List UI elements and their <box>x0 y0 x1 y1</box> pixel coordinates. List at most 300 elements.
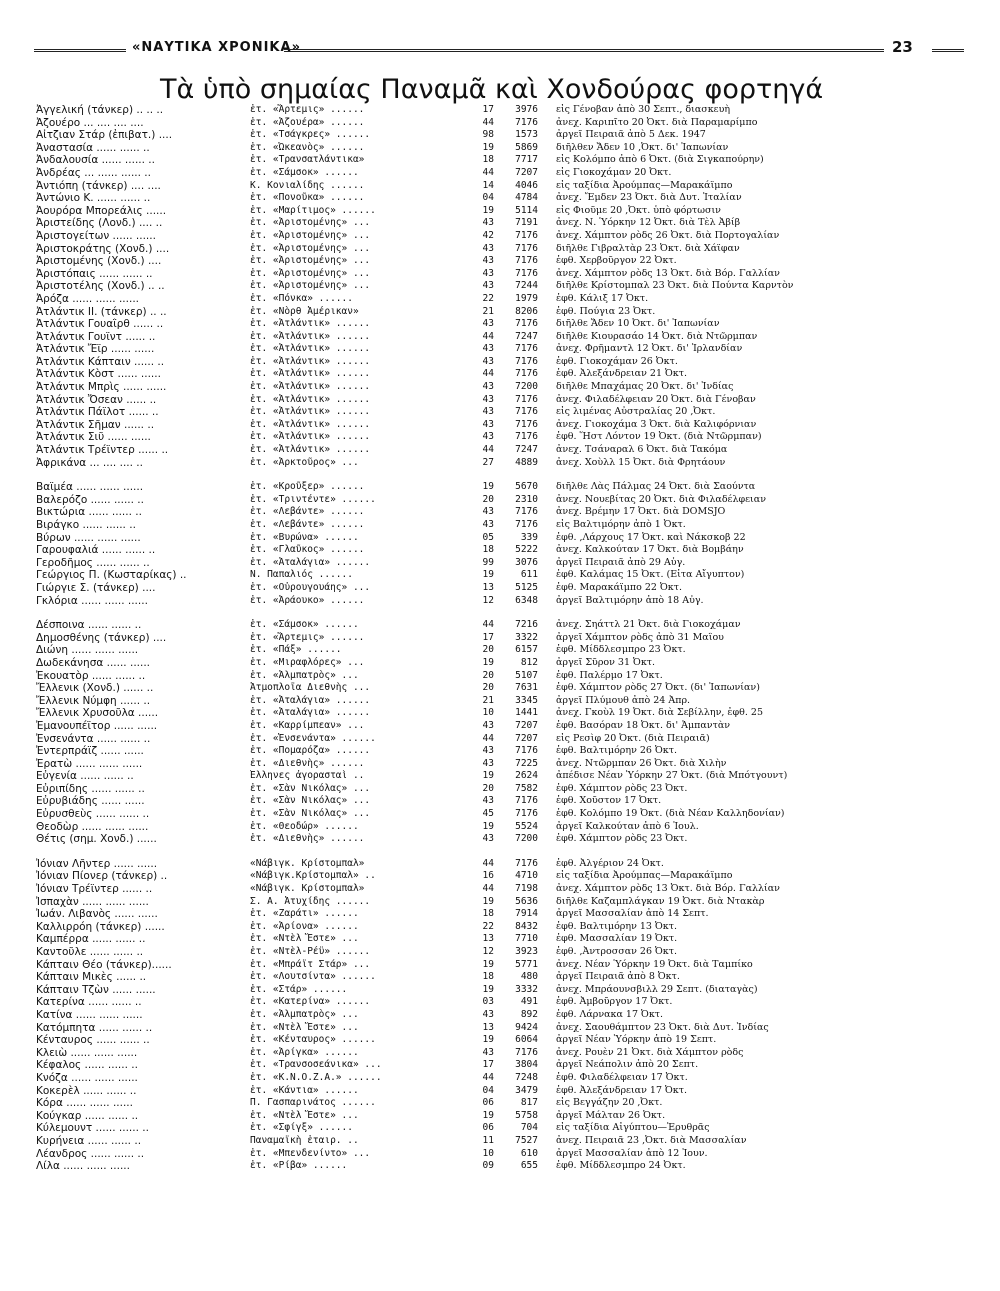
tonnage: 7191 <box>515 217 538 229</box>
voyage-status: ἐφθ. Λάρνακα 17 Ὀκτ. <box>556 1008 664 1020</box>
build-year: 19 <box>482 770 494 782</box>
voyage-status: ἀργεῖ Βαλτιμόρην ἀπὸ 18 Αὐγ. <box>556 594 704 606</box>
owner-company: ἑτ. «Ἀτλάντικ» ...... <box>250 318 371 330</box>
owner-company: ἑτ. «Ἀτλάντικ» ...... <box>250 330 371 342</box>
owner-company: ἑτ. «Ντὲλ Ἔστε» ... <box>250 1109 359 1121</box>
tonnage: 3345 <box>515 694 538 706</box>
ship-name: Θεοδὼρ ...... ...... ...... <box>36 820 149 833</box>
ship-name: Ἀναστασία ...... ...... .. <box>36 141 150 154</box>
header-rule-right <box>932 49 964 52</box>
owner-company: ἑτ. «Οὐρουγουάης» ... <box>250 581 371 593</box>
ship-name: Κλειὼ ...... ...... ...... <box>36 1046 138 1059</box>
ship-name: Γιώργιε Σ. (τάνκερ) .... <box>36 581 156 594</box>
voyage-status: ἀνεχ. Καλκούταν 17 Ὀκτ. διὰ Βομβάην <box>556 544 744 556</box>
table-row <box>36 1059 966 1072</box>
table-row <box>36 154 966 167</box>
table-row <box>36 808 966 821</box>
tonnage: 655 <box>520 1160 538 1172</box>
tonnage: 7914 <box>515 908 538 920</box>
voyage-status: διῆλθε Ἄδεν 10 Ὀκτ. δι' Ἰαπωνίαν <box>556 318 720 330</box>
owner-company: ἑτ. «Σὰν Νικόλας» ... <box>250 808 371 820</box>
tonnage: 7176 <box>515 519 538 530</box>
table-row <box>36 180 966 193</box>
voyage-status: ἐφθ. Ἀλεξάνδρειαν 17 Ὀκτ. <box>556 1084 688 1096</box>
owner-company: ἑτ. «Μπράϊτ Στάρ» ... <box>250 958 371 970</box>
build-year: 11 <box>482 1134 494 1146</box>
build-year: 98 <box>482 129 494 141</box>
ship-name: Εὐρυσθεὺς ...... ...... .. <box>36 808 150 821</box>
voyage-status: εἰς Γένοβαν ἀπὸ 30 Σεπτ., διασκευὴ <box>556 104 731 115</box>
owner-company: ἑτ. «Διεθνὴς» ...... <box>250 757 365 769</box>
build-year: 19 <box>482 1034 494 1046</box>
table-row <box>36 984 966 997</box>
table-row <box>36 883 966 896</box>
owner-company: ἑτ. «Τρανσατλάντικα» <box>250 154 365 166</box>
voyage-status: εἰς Ρεσὶφ 20 Ὀκτ. (διὰ Πειραιᾶ) <box>556 732 710 744</box>
table-row <box>36 506 966 519</box>
build-year: 19 <box>482 895 494 907</box>
voyage-status: ἀργεῖ Χάμπτον ρὸδς ἀπὸ 31 Μαΐου <box>556 631 724 643</box>
owner-company: ἑτ. «Πάξ» ...... <box>250 644 342 656</box>
tonnage: 4046 <box>515 179 538 191</box>
build-year: 22 <box>482 920 494 932</box>
tonnage: 7176 <box>515 506 538 518</box>
table-row <box>36 682 966 695</box>
voyage-status: ἀπέδισε Νέαν Ὑόρκην 27 Ὀκτ. (διὰ Μπότγουντ) <box>556 770 788 782</box>
owner-company: ἑτ. «Ντὲλ-Ρέϋ» ...... <box>250 946 371 957</box>
tonnage: 8432 <box>515 920 538 932</box>
ship-group <box>36 481 966 607</box>
owner-company: ἑτ. «Ἀτλάντικ» ...... <box>250 368 371 380</box>
owner-company: ἑτ. «Ἄρτεμις» ...... <box>250 631 365 643</box>
table-row <box>36 770 966 783</box>
ship-name: Ἔλλενικ Νύμφη ...... .. <box>36 694 151 707</box>
build-year: 19 <box>482 820 494 832</box>
build-year: 12 <box>482 594 494 606</box>
voyage-status: εἰς Φιοῦμε 20 ,Ὀκτ. ὑπὸ φόρτωσιν <box>556 204 721 216</box>
ship-name: Ἀτλάντικ Τρέϊντερ ...... .. <box>36 444 169 457</box>
ship-name: Γαρουφαλιά ...... ...... .. <box>36 544 156 557</box>
tonnage: 7582 <box>515 782 538 794</box>
owner-company: ἑτ. «Ἀράουκο» ...... <box>250 594 365 606</box>
table-row <box>36 343 966 356</box>
owner-company: ἑτ. «Ἀτλάντικ» ...... <box>250 393 371 405</box>
tonnage: 7176 <box>515 242 538 254</box>
build-year: 13 <box>482 581 494 593</box>
ship-name: Ἀουρόρα Μπορεάλις ...... <box>36 204 167 217</box>
tonnage: 5114 <box>515 204 538 216</box>
tonnage: 1979 <box>515 292 538 304</box>
ship-name: Ἀρόζα ...... ...... ...... <box>36 292 139 305</box>
build-year: 20 <box>482 682 494 694</box>
build-year: 10 <box>482 1147 494 1159</box>
ship-name: Δωδεκάνησα ...... ...... <box>36 656 151 669</box>
ship-name: Βύρων ...... ...... ...... <box>36 531 141 544</box>
tonnage: 5222 <box>515 544 538 556</box>
build-year: 19 <box>482 656 494 668</box>
build-year: 20 <box>482 493 494 505</box>
tonnage: 4784 <box>515 192 538 204</box>
owner-company: ἑτ. «Σὰν Νικόλας» ... <box>250 782 371 794</box>
tonnage: 7248 <box>515 1071 538 1083</box>
build-year: 06 <box>482 1097 494 1109</box>
tonnage: 7244 <box>515 280 538 292</box>
owner-company: ἑτ. «Ἀταλάγια» ...... <box>250 556 371 568</box>
owner-company: ἑτ. «Τριντέντε» ...... <box>250 493 376 505</box>
build-year: 17 <box>482 1059 494 1071</box>
voyage-status: ἀνεχ. Γιοκοχάμα 3 Ὀκτ. διὰ Καλιφόρνιαν <box>556 418 757 430</box>
ship-name: Ἀτλάντικ Γουαΐρθ ...... .. <box>36 318 164 331</box>
build-year: 20 <box>482 669 494 681</box>
ship-name: Διώνη ...... ...... ...... <box>36 644 139 657</box>
ship-name: Ἔλλενικ (Χονδ.) ...... .. <box>36 682 154 695</box>
table-row <box>36 394 966 407</box>
voyage-status: ἐφθ. Φιλαδέλφειαν 17 Ὀκτ. <box>556 1071 688 1083</box>
build-year: 43 <box>482 1046 494 1058</box>
owner-company: ἑτ. «Τσάγκρες» ...... <box>250 129 371 141</box>
tonnage: 1573 <box>515 129 538 141</box>
ship-name: Ἀτλάντικ Σῆμαν ...... .. <box>36 418 155 431</box>
table-row <box>36 431 966 444</box>
tonnage: 7176 <box>515 368 538 380</box>
table-row <box>36 243 966 256</box>
owner-company: ἑτ. «Κ.Ν.Ο.Ζ.Α.» ...... <box>250 1071 382 1083</box>
tonnage: 7207 <box>515 719 538 731</box>
voyage-status: ἐφθ. Μίδδλεσμπρο 24 Ὀκτ. <box>556 1160 686 1172</box>
build-year: 13 <box>482 1021 494 1033</box>
table-row <box>36 117 966 130</box>
header-rule-left <box>34 49 126 52</box>
owner-company: ἑτ. «Θεοδώρ» ...... <box>250 820 359 832</box>
tonnage: 817 <box>520 1097 538 1109</box>
build-year: 43 <box>482 1008 494 1020</box>
build-year: 19 <box>482 481 494 493</box>
owner-company: ἑτ. «Ντὲλ Ἔστε» ... <box>250 933 359 945</box>
owner-company: ἑτ. «Κροῦξερ» ...... <box>250 481 365 493</box>
table-row <box>36 356 966 369</box>
ship-group <box>36 858 966 1173</box>
tonnage: 5125 <box>515 581 538 593</box>
build-year: 10 <box>482 707 494 719</box>
voyage-status: ἀνεχ. Τσάναραλ 6 Ὀκτ. διὰ Τακόμα <box>556 444 728 456</box>
voyage-status: ἀνεχ. Γκοὺλ 19 Ὀκτ. διὰ Σεβίλλην, ἐφθ. 25 <box>556 707 763 719</box>
build-year: 43 <box>482 242 494 254</box>
ship-name: Βιράγκο ...... ...... .. <box>36 519 136 531</box>
running-header <box>34 40 964 60</box>
table-row <box>36 192 966 205</box>
ship-name: Ἐντερπράϊζ ...... ...... <box>36 745 144 758</box>
build-year: 44 <box>482 330 494 342</box>
owner-company: ἑτ. «Στάρ» ...... <box>250 983 348 995</box>
owner-company: Σ. Α. Ἀτυχίδης ...... <box>250 895 371 907</box>
ship-name: Ἀτλάντικ Κάπταιν ...... .. <box>36 355 165 368</box>
table-row <box>36 481 966 494</box>
voyage-status: εἰς ταξίδια Ἀρούμπας—Μαρακάϊμπο <box>556 870 733 882</box>
ship-name: Ἰωάν. Λιβανὸς ...... ...... <box>36 908 158 921</box>
table-row <box>36 306 966 319</box>
ship-name: Ἀριστείδης (Λονδ.) .... .. <box>36 217 163 230</box>
owner-company: ἑτ. «Ἄρτεμις» ...... <box>250 104 365 115</box>
build-year: 43 <box>482 757 494 769</box>
tonnage: 3479 <box>515 1084 538 1096</box>
owner-company: ἑτ. «Σὰν Νικόλας» ... <box>250 795 371 807</box>
tonnage: 6348 <box>515 594 538 606</box>
voyage-status: ἀργεῖ Μάλταν 26 Ὀκτ. <box>556 1109 666 1121</box>
ship-name: Κνόζα ...... ...... ...... <box>36 1071 138 1084</box>
voyage-status: ἀνεχ. Χάμπτον ρὸδς 26 Ὀκτ. διὰ Πορτογαλίαν <box>556 229 780 241</box>
build-year: 44 <box>482 1071 494 1083</box>
ship-name: Κατίνα ...... ...... ...... <box>36 1008 143 1021</box>
ship-name: Γεώργιος Π. (Κωσταρίκας) .. <box>36 569 187 582</box>
voyage-status: ἐφθ. Παλέρμο 17 Ὀκτ. <box>556 669 663 681</box>
tonnage: 7198 <box>515 883 538 895</box>
tonnage: 5758 <box>515 1109 538 1121</box>
tonnage: 2310 <box>515 493 538 505</box>
ship-name: Εὐρυβιάδης ...... ...... <box>36 795 145 808</box>
owner-company: ἑτ. «Λεβάντε» ...... <box>250 519 365 530</box>
table-row <box>36 557 966 570</box>
voyage-status: ἐφθ. Βασόραν 18 Ὀκτ. δι' Ἀμπαντὰν <box>556 719 731 731</box>
build-year: 44 <box>482 166 494 178</box>
table-row <box>36 494 966 507</box>
tonnage: 892 <box>520 1008 538 1020</box>
tonnage: 5524 <box>515 820 538 832</box>
owner-company: ἑτ. «Τρανσοσεάνικα» ... <box>250 1059 382 1071</box>
build-year: 14 <box>482 179 494 191</box>
tonnage: 5107 <box>515 669 538 681</box>
build-year: 18 <box>482 971 494 983</box>
tonnage: 7631 <box>515 682 538 694</box>
voyage-status: ἀργεῖ Νέαν Ὑόρκην ἀπὸ 19 Σεπτ. <box>556 1034 717 1046</box>
ship-name: Ἀτλάντικ Ὄσεαν ...... .. <box>36 393 157 406</box>
voyage-status: διῆλθε Γιβραλτὰρ 23 Ὀκτ. διὰ Χάϊφαν <box>556 242 740 254</box>
table-row <box>36 657 966 670</box>
tonnage: 3322 <box>515 631 538 643</box>
owner-company: ἑτ. «Ἀτλάντικ» ...... <box>250 431 371 443</box>
ship-name: Κοκερὲλ ...... ...... .. <box>36 1084 137 1097</box>
voyage-status: εἰς Βεγγάζην 20 ,Ὀκτ. <box>556 1097 663 1109</box>
build-year: 43 <box>482 343 494 355</box>
build-year: 19 <box>482 983 494 995</box>
table-row <box>36 444 966 457</box>
voyage-status: εἰς Βαλτιμόρην ἀπὸ 1 Ὀκτ. <box>556 519 686 530</box>
voyage-status: ἀνεχ. Ντῶρμπαν 26 Ὀκτ. διὰ Χιλὴν <box>556 757 727 769</box>
ship-name: Κάπταιν Τζὼν ...... ...... <box>36 983 156 996</box>
tonnage: 7176 <box>515 255 538 267</box>
build-year: 43 <box>482 355 494 367</box>
build-year: 43 <box>482 267 494 279</box>
table-row <box>36 368 966 381</box>
ship-name: Ἀτλάντικ Πάϊλοτ ...... .. <box>36 406 159 419</box>
tonnage: 5636 <box>515 895 538 907</box>
tonnage: 7176 <box>515 393 538 405</box>
ship-name: Κέφαλος ...... ...... .. <box>36 1059 138 1072</box>
build-year: 43 <box>482 833 494 845</box>
ship-name: Ἀτλάντικ Γουϊντ ...... .. <box>36 330 156 343</box>
owner-company: ἑτ. «Γλαῦκος» ...... <box>250 544 365 556</box>
owner-company: ἑτ. «Κατερίνα» ...... <box>250 996 371 1008</box>
voyage-status: διῆλθε Λὰς Πάλμας 24 Ὀκτ. διὰ Σαούντα <box>556 481 756 493</box>
ship-name: Θέτις (σημ. Χονδ.) ...... <box>36 833 157 846</box>
tonnage: 7176 <box>515 418 538 430</box>
header-rule-middle <box>284 49 884 52</box>
build-year: 44 <box>482 883 494 895</box>
table-row <box>36 1110 966 1123</box>
owner-company: ἑτ. «Ἀρκτοῦρος» ... <box>250 456 359 468</box>
voyage-status: ἐφθ. Κολόμπο 19 Ὀκτ. (διὰ Νέαν Καλληδονίαν) <box>556 808 785 820</box>
owner-company: ἑτ. «Καρρίμπεαν» ... <box>250 719 365 731</box>
page-title: Τὰ ὑπὸ σημαίας Παναμᾶ καὶ Χονδούρας φορτηγά <box>160 74 824 105</box>
tonnage: 1441 <box>515 707 538 719</box>
owner-company: Κ. Κονιαλίδης ...... <box>250 179 365 191</box>
voyage-status: ἀνεχ. Χάμπτον ρὸδς 13 Ὀκτ. διὰ Βόρ. Γαλλίαν <box>556 883 780 895</box>
build-year: 44 <box>482 444 494 456</box>
ship-name: Κόρα ...... ...... ...... <box>36 1097 133 1110</box>
owner-company: ἑτ. «Ἀζουέρα» ...... <box>250 116 365 128</box>
table-row <box>36 959 966 972</box>
build-year: 18 <box>482 154 494 166</box>
ship-name: Ἐκουατὸρ ...... ...... .. <box>36 669 146 682</box>
ship-name: Ἀνδρέας ... ...... ...... .. <box>36 166 151 179</box>
table-row <box>36 720 966 733</box>
tonnage: 7176 <box>515 1046 538 1058</box>
ship-name: Κυρήνεια ...... ...... .. <box>36 1134 142 1147</box>
build-year: 19 <box>482 1109 494 1121</box>
ship-name: Κατερίνα ...... ...... .. <box>36 996 142 1009</box>
voyage-status: ἀνεχ. Μπράουνσβιλλ 29 Σεπτ. (διαταγὰς) <box>556 983 758 995</box>
ship-name: Κύλεμουντ ...... ...... .. <box>36 1122 149 1135</box>
tonnage: 3976 <box>515 104 538 115</box>
owner-company: ἑτ. «Ἀρίγκα» ...... <box>250 1046 359 1058</box>
page-number: 23 <box>892 38 913 56</box>
tonnage: 7207 <box>515 166 538 178</box>
tonnage: 7527 <box>515 1134 538 1146</box>
voyage-status: ἐφθ. Καλάμας 15 Ὀκτ. (Εἶτα Αἴγυπτον) <box>556 569 745 581</box>
table-row <box>36 971 966 984</box>
owner-company: ἑτ. «Πόνκα» ...... <box>250 292 353 304</box>
build-year: 16 <box>482 870 494 882</box>
tonnage: 7247 <box>515 444 538 456</box>
ship-name: Ἔλλενικ Χρυσοῦλα ...... <box>36 707 159 720</box>
voyage-status: ἐφθ. ,Λάρχους 17 Ὀκτ. καὶ Νάκσκοβ 22 <box>556 531 746 543</box>
ship-name: Καμπέρρα ...... ...... .. <box>36 933 146 946</box>
tonnage: 7176 <box>515 857 538 869</box>
build-year: 42 <box>482 229 494 241</box>
owner-company: ἑτ. «Ἀτλάντικ» ...... <box>250 355 371 367</box>
build-year: 09 <box>482 1160 494 1172</box>
tonnage: 7176 <box>515 406 538 418</box>
build-year: 17 <box>482 631 494 643</box>
voyage-status: ἀργεῖ Μασσαλίαν ἀπὸ 14 Σεπτ. <box>556 908 709 920</box>
ship-name: Ἀντιόπη (τάνκερ) .... .... <box>36 179 161 192</box>
tonnage: 7200 <box>515 833 538 845</box>
owner-company: ἑτ. «Ἀταλάγια» ...... <box>250 694 371 706</box>
voyage-status: διῆλθε Καζαμπλάγκαν 19 Ὀκτ. διὰ Ντακὰρ <box>556 895 765 907</box>
voyage-status: ἀνεχ. Ν. Ὑόρκην 12 Ὀκτ. διὰ Τὲλ Ἀβίβ <box>556 217 741 229</box>
tonnage: 7176 <box>515 431 538 443</box>
ship-name: Ἀριστόπαις ...... ...... .. <box>36 267 153 280</box>
tonnage: 7216 <box>515 619 538 631</box>
build-year: 21 <box>482 305 494 317</box>
owner-company: «Νάβιγκ.Κρίστομπαλ» .. <box>250 870 376 882</box>
build-year: 05 <box>482 531 494 543</box>
voyage-status: ἀργεῖ Καλκούταν ἀπὸ 6 Ἰουλ. <box>556 820 699 832</box>
ship-name: Δημοσθένης (τάνκερ) .... <box>36 631 167 644</box>
owner-company: ἑτ. «Ἀριστομένης» ... <box>250 242 371 254</box>
voyage-status: ἀργεῖ Νεάπολιν ἀπὸ 20 Σεπτ. <box>556 1059 699 1071</box>
owner-company: ἑτ. «Ὠκεανὸς» ...... <box>250 141 365 153</box>
owner-company: ἑτ. «Ρίβα» ...... <box>250 1160 348 1172</box>
tonnage: 6157 <box>515 644 538 656</box>
voyage-status: ἀνεχ. Νέαν Ὑόρκην 19 Ὀκτ. διὰ Ταμπίκο <box>556 958 753 970</box>
ship-name: Ἀτλάντικ Κὸστ ...... ...... <box>36 368 161 381</box>
voyage-status: ἐφθ. Χοῦστον 17 Ὀκτ. <box>556 795 662 807</box>
ship-name: Ἀτλάντικ ΙΙ. (τάνκερ) .. .. <box>36 305 167 318</box>
table-row <box>36 996 966 1009</box>
tonnage: 7176 <box>515 745 538 757</box>
ship-name: Ἀριστοτέλης (Χονδ.) .. .. <box>36 280 165 293</box>
ship-name: Ἀριστογείτων ...... ...... <box>36 229 156 242</box>
table-row <box>36 532 966 545</box>
ship-name: Κένταυρος ...... ...... .. <box>36 1034 150 1047</box>
owner-company: ἑτ. «Σφίγξ» ...... <box>250 1122 353 1134</box>
build-year: 20 <box>482 644 494 656</box>
ship-name: Ἀφρικάνα ... .... .... .. <box>36 456 143 469</box>
build-year: 43 <box>482 418 494 430</box>
owner-company: ἑτ. «Ἀτλάντικ» ...... <box>250 406 371 418</box>
table-row <box>36 644 966 657</box>
build-year: 43 <box>482 431 494 443</box>
owner-company: ἑτ. «Λουτσίντα» ...... <box>250 971 376 983</box>
table-row <box>36 695 966 708</box>
ship-name: Καντοῦλε ...... ...... .. <box>36 946 144 958</box>
owner-company: Ἕλληνες ἀγορασταὶ .. <box>250 770 365 782</box>
build-year: 43 <box>482 719 494 731</box>
tonnage: 7176 <box>515 116 538 128</box>
tonnage: 3332 <box>515 983 538 995</box>
voyage-status: ἐφθ. Χερβοῦργον 22 Ὀκτ. <box>556 255 677 267</box>
voyage-status: ἐφθ. ,Ἀντροσσαν 26 Ὀκτ. <box>556 946 678 957</box>
table-row <box>36 318 966 331</box>
build-year: 43 <box>482 280 494 292</box>
table-row <box>36 1085 966 1098</box>
ship-name: Δέσποινα ...... ...... .. <box>36 619 142 632</box>
voyage-status: ἀνεχ. Ἔμδεν 23 Ὀκτ. διὰ Δυτ. Ἰταλίαν <box>556 192 742 204</box>
tonnage: 7176 <box>515 229 538 241</box>
build-year: 43 <box>482 393 494 405</box>
tonnage: 611 <box>520 569 538 581</box>
owner-company: ἑτ. «Ντὲλ Ἔστε» ... <box>250 1021 359 1033</box>
voyage-status: ἀνεχ. Σαουθάμπτον 23 Ὀκτ. διὰ Δυτ. Ἰνδίας <box>556 1021 769 1033</box>
voyage-status: ἀργεῖ Μασσαλίαν ἀπὸ 12 Ἰουν. <box>556 1147 708 1159</box>
ship-name: Ἀτλάντικ Ἔϊρ ...... ...... <box>36 343 155 356</box>
owner-company: ἑτ. «Σάμσοκ» ...... <box>250 166 359 178</box>
tonnage: 339 <box>520 531 538 543</box>
tonnage: 7176 <box>515 355 538 367</box>
owner-company: ἑτ. «Νὸρθ Ἀμέρικαν» <box>250 305 359 317</box>
table-row <box>36 104 966 117</box>
table-row <box>36 381 966 394</box>
ship-name: Βαϊμέα ...... ...... ...... <box>36 481 144 494</box>
build-year: 06 <box>482 1122 494 1134</box>
ship-name: Ἐνσενάντα ...... ...... .. <box>36 732 151 745</box>
voyage-status: ἀργεῖ Πειραιᾶ ἀπὸ 8 Ὀκτ. <box>556 971 680 983</box>
voyage-status: ἀνεχ. Σηάττλ 21 Ὀκτ. διὰ Γιοκοχάμαν <box>556 619 741 631</box>
ship-name: Ἰόνιαν Τρέϊντερ ...... .. <box>36 883 153 896</box>
table-row <box>36 1122 966 1135</box>
voyage-status: ἀνεχ. Χάμπτον ρὸδς 13 Ὀκτ. διὰ Βόρ. Γαλλίαν <box>556 267 780 279</box>
owner-company: ἑτ. «Μαρίτιμος» ...... <box>250 204 376 216</box>
